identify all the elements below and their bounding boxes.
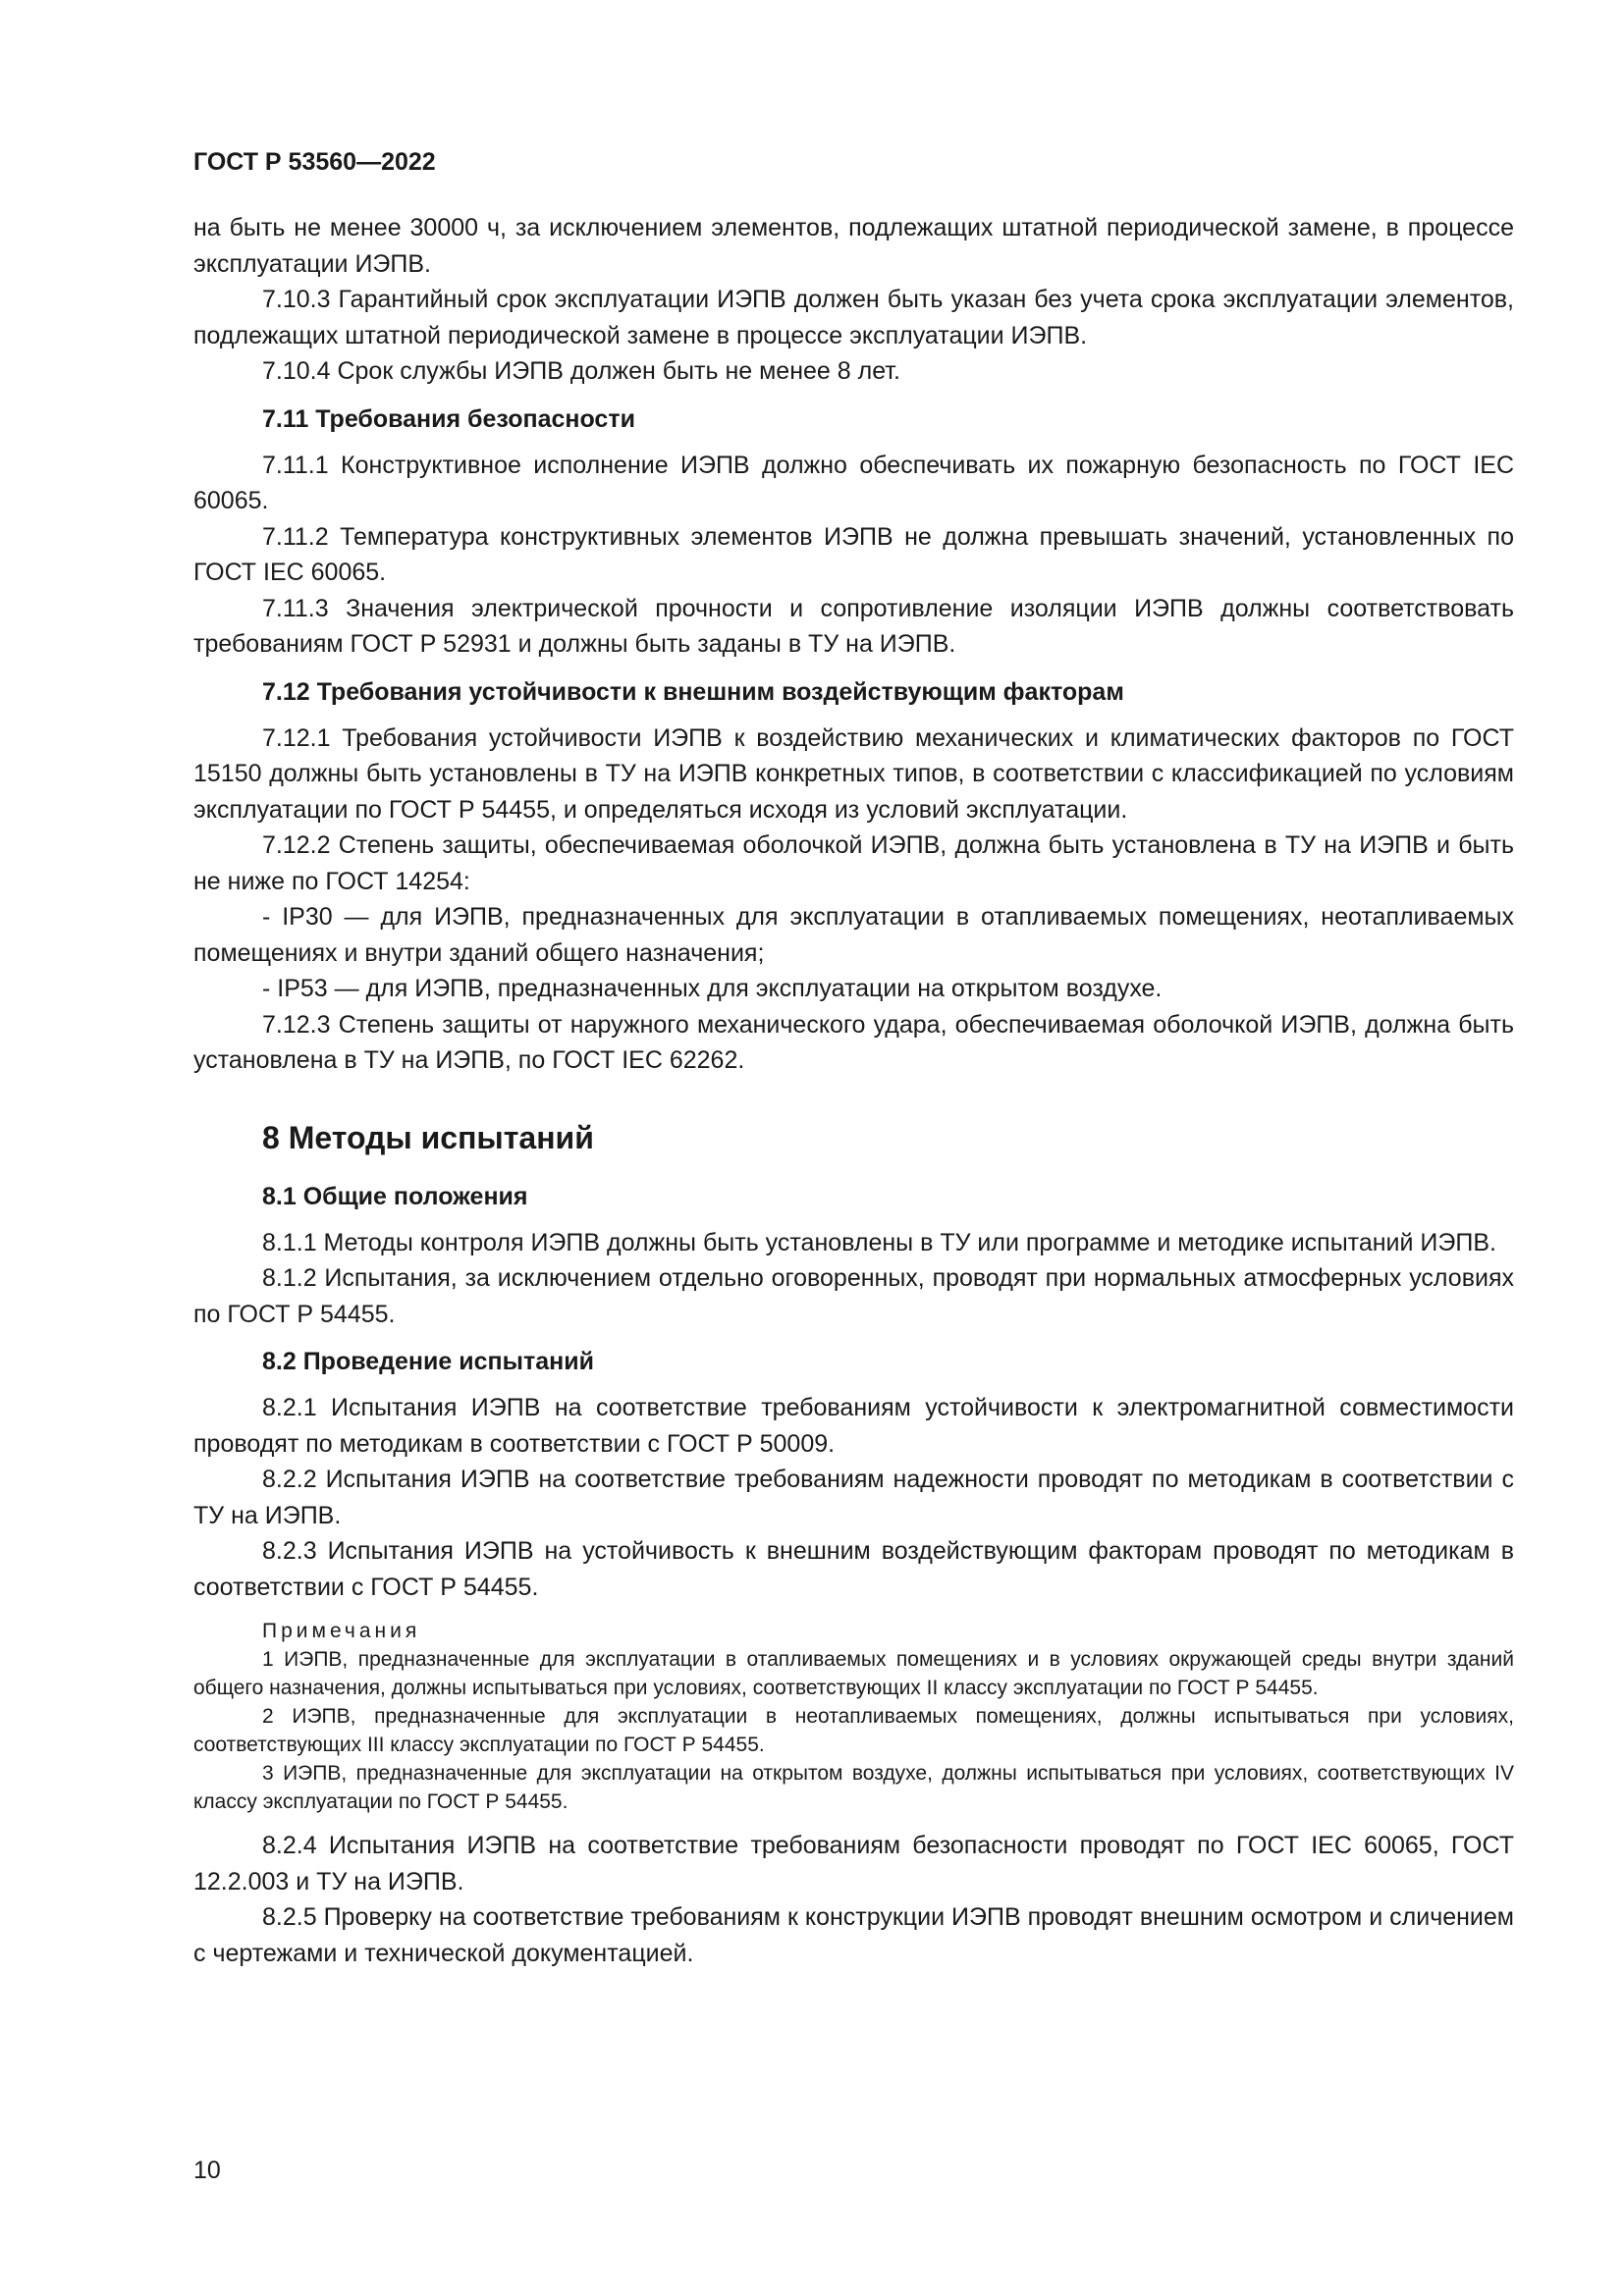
- page-number: 10: [193, 2157, 221, 2184]
- heading-7-12: 7.12 Требования устойчивости к внешним воздействующим факторам: [262, 677, 1124, 706]
- paragraph-7-10-3: 7.10.3 Гарантийный срок эксплуатации ИЭПВ должен быть указан без учета срока эксплуатации элементов, подлежащих штатной периодической замене в процессе эксплуатации ИЭПВ.: [193, 286, 1514, 349]
- paragraph-8-2-4: 8.2.4 Испытания ИЭПВ на соответствие требованиям безопасности проводят по ГОСТ IEC 60065, ГОСТ 12.2.003 и ТУ на ИЭПВ.: [193, 1832, 1514, 1896]
- paragraph-7-11-1: 7.11.1 Конструктивное исполнение ИЭПВ должно обеспечивать их пожарную безопасность по ГОСТ IEC 60065.: [193, 451, 1514, 514]
- paragraph-8-2-5: 8.2.5 Проверку на соответствие требованиям к конструкции ИЭПВ проводят внешним осмотром и сличением с чертежами и технической документацией.: [193, 1903, 1514, 1967]
- paragraph-7-12-1: 7.12.1 Требования устойчивости ИЭПВ к воздействию механических и климатических факторов по ГОСТ 15150 должны быть установлены в ТУ на ИЭПВ конкретных типов, в соответствии с классификацией по условиям эксплуатации по ГОСТ Р 54455, и определяться исходя из условий эксплуатации.: [193, 723, 1514, 824]
- paragraph-7-10-4: 7.10.4 Срок службы ИЭПВ должен быть не менее 8 лет.: [262, 357, 900, 385]
- note-1: 1 ИЭПВ, предназначенные для эксплуатации в отапливаемых помещениях и в условиях окружающей среды внутри зданий общего назначения, должны испытываться при условиях, соответствующих II классу эксплуатации по ГОСТ Р 54455.: [193, 1648, 1514, 1699]
- list-item-ip53: - IP53 — для ИЭПВ, предназначенных для эксплуатации на открытом воздухе.: [262, 975, 1163, 1002]
- paragraph-8-2-3: 8.2.3 Испытания ИЭПВ на устойчивость к внешним воздействующим факторам проводят по методикам в соответствии с ГОСТ Р 54455.: [193, 1537, 1514, 1601]
- notes-title: Примечания: [262, 1620, 421, 1642]
- paragraph-7-11-2: 7.11.2 Температура конструктивных элементов ИЭПВ не должна превышать значений, установленных по ГОСТ IEC 60065.: [193, 522, 1514, 586]
- document-code-header: ГОСТ Р 53560—2022: [193, 148, 436, 176]
- document-page: [193, 147, 1514, 1971]
- paragraph-7-12-3: 7.12.3 Степень защиты от наружного механического удара, обеспечиваемая оболочкой ИЭПВ, должна быть установлена в ТУ на ИЭПВ, по ГОСТ IEC 62262.: [193, 1010, 1514, 1074]
- note-2: 2 ИЭПВ, предназначенные для эксплуатации в неотапливаемых помещениях, должны испытываться при условиях, соответствующих III классу эксплуатации по ГОСТ Р 54455.: [193, 1705, 1514, 1756]
- note-3: 3 ИЭПВ, предназначенные для эксплуатации на открытом воздухе, должны испытываться при условиях, соответствующих IV классу эксплуатации по ГОСТ Р 54455.: [193, 1762, 1514, 1813]
- paragraph-8-1-1: 8.1.1 Методы контроля ИЭПВ должны быть установлены в ТУ или программе и методике испытаний ИЭПВ.: [262, 1228, 1496, 1256]
- paragraph-7-12-2: 7.12.2 Степень защиты, обеспечиваемая оболочкой ИЭПВ, должна быть установлена в ТУ на ИЭПВ и быть не ниже по ГОСТ 14254:: [193, 831, 1514, 895]
- paragraph-8-2-2: 8.2.2 Испытания ИЭПВ на соответствие требованиям надежности проводят по методикам в соответствии с ТУ на ИЭПВ.: [193, 1466, 1514, 1529]
- heading-section-8: 8 Методы испытаний: [262, 1119, 594, 1155]
- paragraph-8-2-1: 8.2.1 Испытания ИЭПВ на соответствие требованиям устойчивости к электромагнитной совместимости проводят по методикам в соответствии с ГОСТ Р 50009.: [193, 1394, 1514, 1458]
- paragraph-7-11-3: 7.11.3 Значения электрической прочности и сопротивление изоляции ИЭПВ должны соответствовать требованиям ГОСТ Р 52931 и должны быть заданы в ТУ на ИЭПВ.: [193, 594, 1514, 658]
- paragraph-8-1-2: 8.1.2 Испытания, за исключением отдельно оговоренных, проводят при нормальных атмосферных условиях по ГОСТ Р 54455.: [193, 1264, 1514, 1328]
- heading-7-11: 7.11 Требования безопасности: [262, 404, 635, 433]
- paragraph-continuation: на быть не менее 30000 ч, за исключением элементов, подлежащих штатной периодической замене, в процессе эксплуатации ИЭПВ.: [193, 214, 1514, 278]
- heading-8-1: 8.1 Общие положения: [262, 1182, 528, 1210]
- notes-block: [193, 1618, 1514, 1816]
- heading-8-2: 8.2 Проведение испытаний: [262, 1348, 594, 1375]
- list-item-ip30: - IP30 — для ИЭПВ, предназначенных для эксплуатации в отапливаемых помещениях, неотапливаемых помещениях и внутри зданий общего назначения;: [193, 903, 1514, 967]
